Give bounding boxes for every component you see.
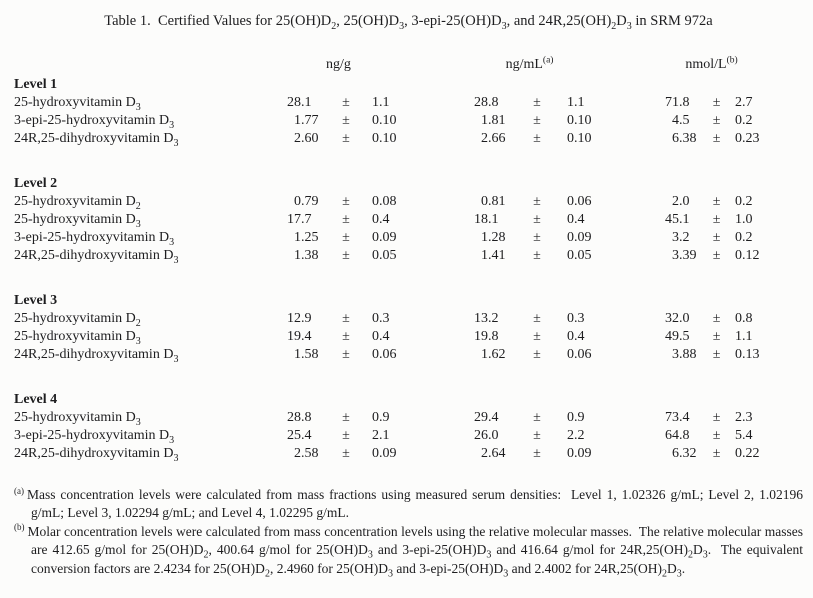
- uncertainty-cell: 0.10: [567, 131, 592, 146]
- plus-minus-sign: ±: [342, 428, 350, 443]
- value-cell: 13.2: [474, 311, 499, 326]
- footnote-a: $^{(a)}$ Mass concentration levels were calculated from mass fractions using measured serum densities: Level 1, 1.02326 g/mL; Level 2, 1.02196 g/mL; Level 3, 1.02294 g/mL; and Level 4, 1.02295 g/mL.: [14, 485, 803, 521]
- column-gap: [417, 346, 447, 364]
- section-spacer: [14, 265, 785, 292]
- column-gap: [417, 193, 447, 211]
- value-cell: 1.28: [481, 230, 506, 245]
- column-gap: [612, 346, 638, 364]
- column-gap: [417, 229, 447, 247]
- plus-minus-sign: ±: [533, 428, 541, 443]
- name-column-header: [14, 56, 260, 76]
- column-gap: [417, 247, 447, 265]
- plus-minus-sign: ±: [712, 329, 721, 344]
- table-row: [14, 427, 785, 445]
- plus-minus-sign: ±: [342, 410, 350, 425]
- value-cell: 1.81: [481, 113, 506, 128]
- uncertainty-cell: 1.0: [735, 212, 753, 227]
- column-gap: [612, 328, 638, 346]
- plus-minus-sign: ±: [533, 212, 541, 227]
- uncertainty-cell: 0.4: [372, 212, 390, 227]
- value-cell: 6.38: [672, 131, 697, 146]
- value-cell: 1.58: [294, 347, 319, 362]
- column-gap: [612, 229, 638, 247]
- uncertainty-cell: 0.2: [735, 113, 753, 128]
- plus-minus-sign: ±: [712, 230, 721, 245]
- unit-header-ng-ml: [447, 56, 612, 76]
- value-cell: 0.81: [481, 194, 506, 209]
- uncertainty-cell: 0.4: [372, 329, 390, 344]
- uncertainty-cell: 0.09: [372, 446, 397, 461]
- footnote-b: $^{(b)}$ Molar concentration levels were calculated from mass concentration levels using the relative molecular masses. The relative molecular masses are 412.65 g/mol for $25(OH)D_2$, 400.64 g/mol for $25(OH)D_3$ and $3-epi-25(OH)D_3$ and 416.64 g/mol for $24R,25(OH)_2D_3$. The equivalent conversion factors are 2.4234 for $25(OH)D_2$, 2.4960 for $25(OH)D_3$ and $3-epi-25(OH)D_3$ and 2.4002 for $24R,25(OH)_2D_3$.: [14, 522, 804, 580]
- value-cell: 26.0: [474, 428, 499, 443]
- plus-minus-sign: ±: [533, 95, 541, 110]
- value-cell: 1.62: [481, 347, 506, 362]
- level-label: Level 1: [14, 77, 58, 92]
- plus-minus-sign: ±: [342, 248, 350, 263]
- plus-minus-sign: ±: [533, 311, 541, 326]
- compound-name: 3-epi-25-hydroxyvitamin $D_3$: [14, 230, 175, 248]
- column-gap: [417, 445, 447, 463]
- value-cell: 71.8: [665, 95, 690, 110]
- table-title: Table 1. Certified Values for $25(OH)D_2$, $25(OH)D_3$, $3-epi-25(OH)D_3$, and $24R,25(OH)_2D_3$ in SRM 972a: [104, 13, 713, 32]
- value-cell: 1.38: [294, 248, 319, 263]
- level-row: [14, 292, 785, 310]
- value-cell: 2.64: [481, 446, 506, 461]
- uncertainty-cell: 0.06: [567, 194, 592, 209]
- uncertainty-cell: 0.23: [735, 131, 760, 146]
- plus-minus-sign: ±: [342, 446, 350, 461]
- uncertainty-cell: 0.10: [567, 113, 592, 128]
- plus-minus-sign: ±: [533, 329, 541, 344]
- value-cell: 2.60: [294, 131, 319, 146]
- plus-minus-sign: ±: [342, 311, 350, 326]
- plus-minus-sign: ±: [342, 131, 350, 146]
- plus-minus-sign: ±: [342, 113, 350, 128]
- column-gap: [612, 409, 638, 427]
- plus-minus-sign: ±: [533, 194, 541, 209]
- value-cell: 45.1: [665, 212, 690, 227]
- value-cell: 73.4: [665, 410, 690, 425]
- value-cell: 3.88: [672, 347, 697, 362]
- level-row: [14, 76, 785, 94]
- table-row: [14, 346, 785, 364]
- column-gap: [417, 409, 447, 427]
- table-row: [14, 409, 785, 427]
- uncertainty-cell: 0.09: [567, 446, 592, 461]
- level-row: [14, 175, 785, 193]
- value-cell: 1.41: [481, 248, 506, 263]
- compound-name: 24R,25-dihydroxyvitamin $D_3$: [14, 131, 179, 149]
- compound-name: 25-hydroxyvitamin $D_3$: [14, 329, 141, 347]
- uncertainty-cell: 0.3: [372, 311, 390, 326]
- unit-header-nmol-l: [638, 56, 785, 76]
- table-row: [14, 247, 785, 265]
- footnotes: [14, 486, 803, 578]
- column-gap: [612, 427, 638, 445]
- footnote-marker: (b): [14, 522, 25, 533]
- plus-minus-sign: ±: [533, 113, 541, 128]
- table-row: [14, 193, 785, 211]
- value-cell: 6.32: [672, 446, 697, 461]
- uncertainty-cell: 1.1: [735, 329, 753, 344]
- uncertainty-cell: 2.7: [735, 95, 753, 110]
- uncertainty-cell: 1.1: [567, 95, 585, 110]
- uncertainty-cell: 5.4: [735, 428, 753, 443]
- table-row: [14, 310, 785, 328]
- column-gap: [612, 193, 638, 211]
- compound-name: 25-hydroxyvitamin $D_3$: [14, 212, 141, 230]
- plus-minus-sign: ±: [533, 230, 541, 245]
- compound-name: 24R,25-dihydroxyvitamin $D_3$: [14, 347, 179, 365]
- value-cell: 3.2: [672, 230, 690, 245]
- uncertainty-cell: 0.05: [372, 248, 397, 263]
- uncertainty-cell: 0.12: [735, 248, 760, 263]
- unit-footnote-marker: (a): [542, 55, 554, 66]
- uncertainty-cell: 1.1: [372, 95, 390, 110]
- table-row: [14, 229, 785, 247]
- value-cell: 3.39: [672, 248, 697, 263]
- compound-name: 25-hydroxyvitamin $D_3$: [14, 95, 141, 113]
- uncertainty-cell: 0.3: [567, 311, 585, 326]
- value-cell: 49.5: [665, 329, 690, 344]
- uncertainty-cell: 0.4: [567, 329, 585, 344]
- plus-minus-sign: ±: [342, 194, 350, 209]
- column-gap: [612, 211, 638, 229]
- certified-values-table: [14, 56, 785, 463]
- level-label: Level 3: [14, 293, 58, 308]
- value-cell: 64.8: [665, 428, 690, 443]
- plus-minus-sign: ±: [712, 311, 721, 326]
- uncertainty-cell: 0.9: [567, 410, 585, 425]
- uncertainty-cell: 0.10: [372, 131, 397, 146]
- unit-label: ng/g: [326, 57, 351, 72]
- uncertainty-cell: 2.3: [735, 410, 753, 425]
- unit-header-ng-g: [260, 56, 417, 76]
- plus-minus-sign: ±: [342, 95, 350, 110]
- uncertainty-cell: 0.2: [735, 194, 753, 209]
- unit-label: ng/mL: [505, 57, 543, 72]
- level-label: Level 4: [14, 392, 58, 407]
- table-row: [14, 211, 785, 229]
- plus-minus-sign: ±: [533, 131, 541, 146]
- value-cell: 28.1: [287, 95, 312, 110]
- plus-minus-sign: ±: [712, 113, 721, 128]
- uncertainty-cell: 0.22: [735, 446, 760, 461]
- column-gap: [612, 94, 638, 112]
- value-cell: 2.0: [672, 194, 690, 209]
- table-row: [14, 130, 785, 148]
- column-gap: [417, 427, 447, 445]
- plus-minus-sign: ±: [712, 212, 721, 227]
- unit-footnote-marker: (b): [726, 55, 738, 66]
- plus-minus-sign: ±: [533, 446, 541, 461]
- uncertainty-cell: 0.2: [735, 230, 753, 245]
- plus-minus-sign: ±: [342, 329, 350, 344]
- uncertainty-cell: 2.2: [567, 428, 585, 443]
- table-row: [14, 328, 785, 346]
- column-gap: [612, 445, 638, 463]
- plus-minus-sign: ±: [533, 410, 541, 425]
- plus-minus-sign: ±: [712, 131, 721, 146]
- plus-minus-sign: ±: [342, 347, 350, 362]
- table-row: [14, 94, 785, 112]
- compound-name: 25-hydroxyvitamin $D_2$: [14, 311, 141, 329]
- uncertainty-cell: 0.13: [735, 347, 760, 362]
- compound-name: 3-epi-25-hydroxyvitamin $D_3$: [14, 428, 175, 446]
- column-gap: [417, 112, 447, 130]
- plus-minus-sign: ±: [342, 212, 350, 227]
- compound-name: 24R,25-dihydroxyvitamin $D_3$: [14, 446, 179, 464]
- column-gap: [417, 94, 447, 112]
- plus-minus-sign: ±: [712, 347, 721, 362]
- value-cell: 19.8: [474, 329, 499, 344]
- uncertainty-cell: 0.10: [372, 113, 397, 128]
- section-spacer: [14, 148, 785, 175]
- uncertainty-cell: 0.09: [567, 230, 592, 245]
- plus-minus-sign: ±: [712, 95, 721, 110]
- value-cell: 2.66: [481, 131, 506, 146]
- value-cell: 1.25: [294, 230, 319, 245]
- column-gap: [417, 211, 447, 229]
- value-cell: 25.4: [287, 428, 312, 443]
- value-cell: 19.4: [287, 329, 312, 344]
- plus-minus-sign: ±: [712, 194, 721, 209]
- uncertainty-cell: 2.1: [372, 428, 390, 443]
- compound-name: 3-epi-25-hydroxyvitamin $D_3$: [14, 113, 175, 131]
- level-label: Level 2: [14, 176, 58, 191]
- uncertainty-cell: 0.08: [372, 194, 397, 209]
- compound-name: 25-hydroxyvitamin $D_2$: [14, 194, 141, 212]
- footnote-marker: (a): [14, 485, 24, 496]
- column-gap: [417, 328, 447, 346]
- uncertainty-cell: 0.9: [372, 410, 390, 425]
- table-row: [14, 112, 785, 130]
- plus-minus-sign: ±: [712, 410, 721, 425]
- value-cell: 1.77: [294, 113, 319, 128]
- plus-minus-sign: ±: [712, 248, 721, 263]
- section-spacer: [14, 364, 785, 391]
- uncertainty-cell: 0.06: [372, 347, 397, 362]
- column-gap: [417, 56, 447, 76]
- column-gap: [417, 130, 447, 148]
- value-cell: 12.9: [287, 311, 312, 326]
- value-cell: 2.58: [294, 446, 319, 461]
- unit-header-row: [14, 56, 785, 76]
- value-cell: 18.1: [474, 212, 499, 227]
- uncertainty-cell: 0.8: [735, 311, 753, 326]
- compound-name: 24R,25-dihydroxyvitamin $D_3$: [14, 248, 179, 266]
- column-gap: [612, 112, 638, 130]
- plus-minus-sign: ±: [533, 248, 541, 263]
- value-cell: 28.8: [287, 410, 312, 425]
- unit-label: nmol/L: [685, 57, 727, 72]
- table-row: [14, 445, 785, 463]
- value-cell: 17.7: [287, 212, 312, 227]
- value-cell: 0.79: [294, 194, 319, 209]
- column-gap: [612, 130, 638, 148]
- compound-name: 25-hydroxyvitamin $D_3$: [14, 410, 141, 428]
- uncertainty-cell: 0.09: [372, 230, 397, 245]
- plus-minus-sign: ±: [712, 446, 721, 461]
- plus-minus-sign: ±: [342, 230, 350, 245]
- uncertainty-cell: 0.06: [567, 347, 592, 362]
- column-gap: [612, 310, 638, 328]
- uncertainty-cell: 0.05: [567, 248, 592, 263]
- column-gap: [417, 310, 447, 328]
- column-gap: [612, 247, 638, 265]
- value-cell: 29.4: [474, 410, 499, 425]
- plus-minus-sign: ±: [712, 428, 721, 443]
- value-cell: 32.0: [665, 311, 690, 326]
- uncertainty-cell: 0.4: [567, 212, 585, 227]
- value-cell: 4.5: [672, 113, 690, 128]
- column-gap: [612, 56, 638, 76]
- value-cell: 28.8: [474, 95, 499, 110]
- level-row: [14, 391, 785, 409]
- plus-minus-sign: ±: [533, 347, 541, 362]
